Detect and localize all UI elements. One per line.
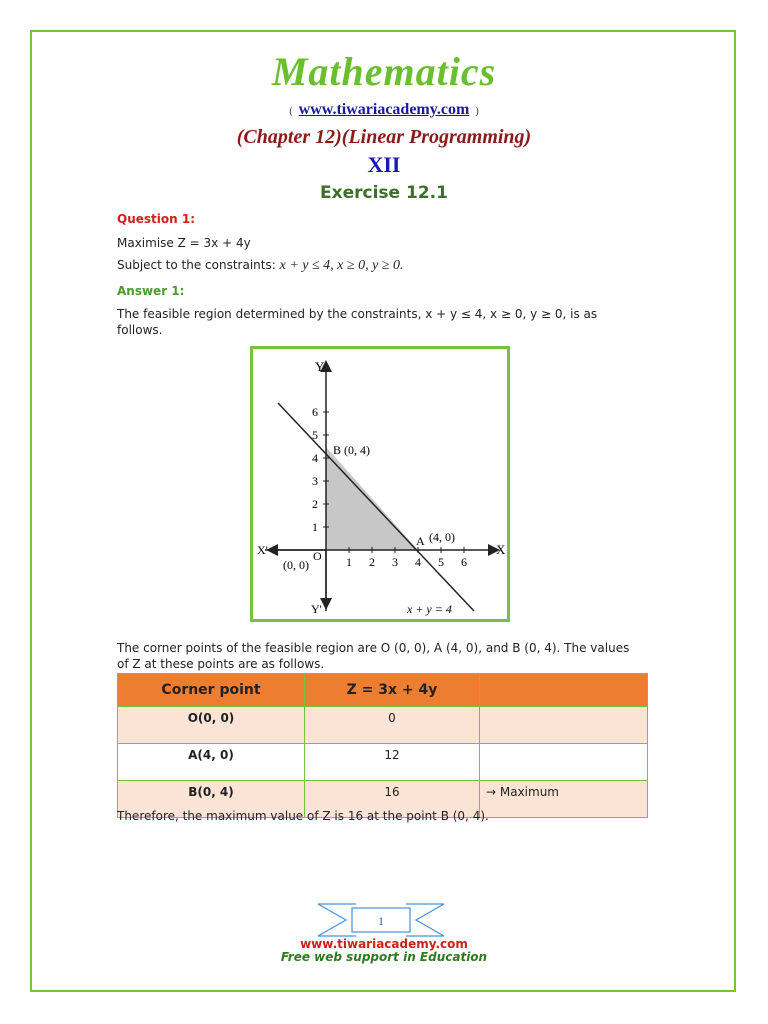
chapter-heading: (Chapter 12)(Linear Programming) [236, 126, 532, 148]
table-cell [480, 744, 648, 781]
site-link[interactable]: www.tiwariacademy.com [298, 101, 470, 118]
table-row [118, 744, 648, 781]
x-tick-label: 4 [415, 555, 421, 569]
x-tick-label: 5 [438, 555, 444, 569]
x-axis-label: X [496, 542, 506, 557]
table-cell: B(0, 4) [118, 781, 305, 818]
table-cell: 12 [305, 744, 480, 781]
y-axis-label: Y [315, 359, 325, 374]
point-a-letter: A [416, 534, 425, 548]
site-paren-close: ) [475, 106, 479, 117]
table-cell: → Maximum [480, 781, 648, 818]
page-number: 1 [378, 914, 384, 928]
table-cell: O(0, 0) [118, 707, 305, 744]
point-b-label: B (0, 4) [333, 443, 370, 457]
exercise-heading: Exercise 12.1 [320, 183, 448, 203]
table-cell: 0 [305, 707, 480, 744]
question-constraints-line [117, 257, 403, 274]
page-number-badge [316, 900, 446, 940]
y-tick-label: 2 [312, 497, 318, 511]
site-paren-open: ( [289, 106, 293, 117]
x-tick-label: 1 [346, 555, 352, 569]
feasible-region-graph [250, 346, 510, 622]
table-header-z: Z = 3x + 4y [305, 674, 480, 707]
conclusion-text: Therefore, the maximum value of Z is 16 at the point B (0, 4). [117, 809, 489, 823]
y-tick-label: 6 [312, 405, 318, 419]
question-label: Question 1: [117, 212, 195, 226]
table-header-corner: Corner point [118, 674, 305, 707]
x-tick-label: 3 [392, 555, 398, 569]
table-cell: 16 [305, 781, 480, 818]
table-cell [480, 707, 648, 744]
badge-right-chevron-icon [416, 904, 444, 936]
point-a-coord: (4, 0) [429, 530, 455, 544]
corner-points-text: The corner points of the feasible region are O (0, 0), A (4, 0), and B (0, 4). The values of Z at these points are as follows. [117, 641, 630, 671]
origin-coord: (0, 0) [283, 558, 309, 572]
class-heading: XII [367, 152, 401, 177]
footer-tagline: Free web support in Education [280, 950, 488, 964]
corner-point-table [117, 673, 648, 818]
table-row [118, 707, 648, 744]
y-tick-label: 3 [312, 474, 318, 488]
y-tick-label: 4 [312, 451, 318, 465]
constraints-expression: x + y ≤ 4, x ≥ 0, y ≥ 0. [279, 258, 404, 273]
badge-left-chevron-icon [318, 904, 346, 936]
constraints-prefix: Subject to the constraints: [117, 258, 276, 272]
y-tick-label: 5 [312, 428, 318, 442]
graph-svg [253, 349, 507, 619]
line-label: x + y = 4 [407, 602, 452, 616]
page-title: Mathematics [271, 49, 497, 94]
y-tick-label: 1 [312, 520, 318, 534]
x-axis-neg-label: X' [257, 543, 268, 557]
site-line [0, 101, 768, 119]
feasible-region [326, 447, 418, 550]
origin-label: O [313, 549, 322, 563]
x-tick-label: 2 [369, 555, 375, 569]
footer-site[interactable]: www.tiwariacademy.com [300, 937, 468, 951]
y-axis-neg-label: Y' [311, 602, 322, 616]
x-tick-label: 6 [461, 555, 467, 569]
answer-intro: The feasible region determined by the constraints, x + y ≤ 4, x ≥ 0, y ≥ 0, is as follows. [117, 307, 598, 337]
table-header-note [480, 674, 648, 707]
answer-label: Answer 1: [117, 284, 185, 298]
constraint-line [278, 403, 474, 611]
question-objective: Maximise Z = 3x + 4y [117, 236, 251, 250]
table-header-row [118, 674, 648, 707]
table-cell: A(4, 0) [118, 744, 305, 781]
